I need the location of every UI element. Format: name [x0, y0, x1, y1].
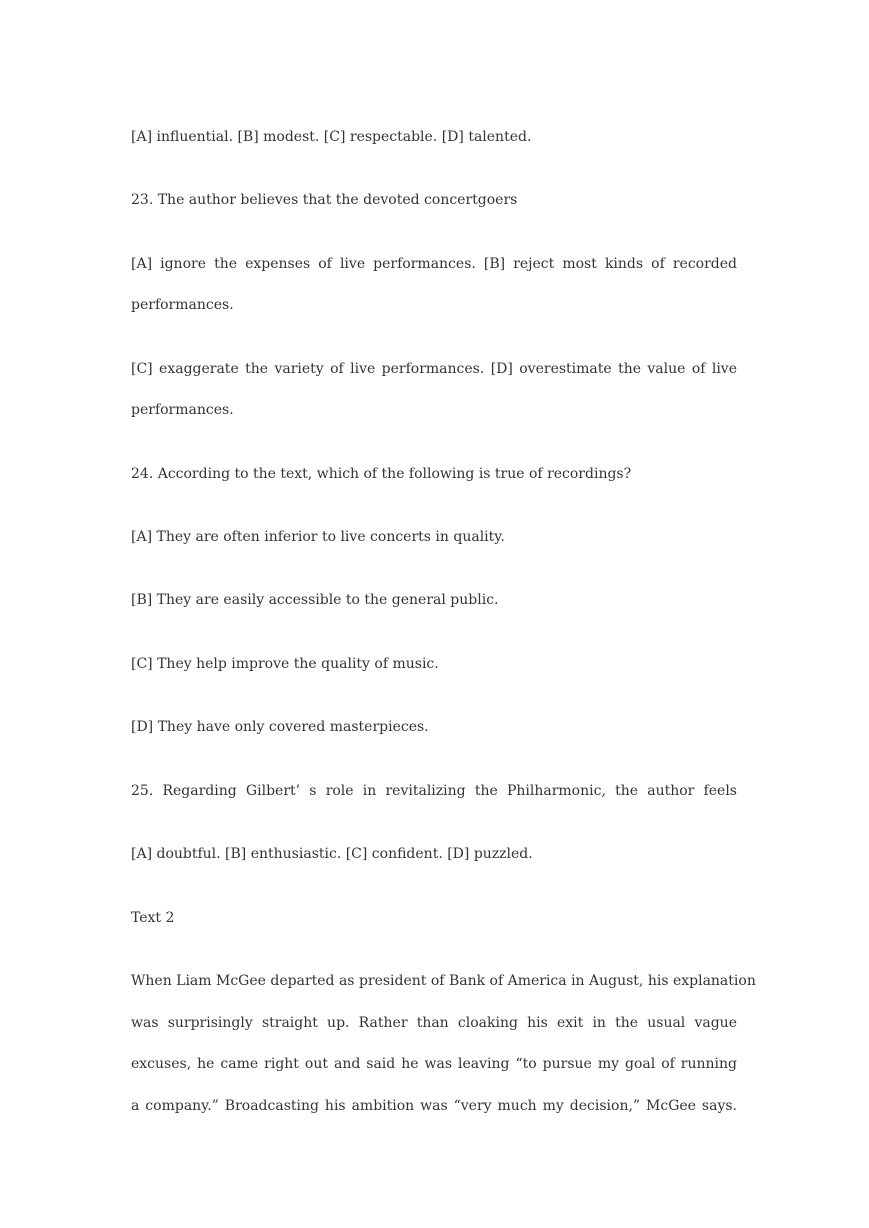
paragraph-line-1: When Liam McGee departed as president of Bank of America in August, his explanation	[131, 973, 756, 989]
q24-option-c: [C] They help improve the quality of music.	[131, 656, 439, 672]
q22-options: [A] influential. [B] modest. [C] respectable. [D] talented.	[131, 129, 532, 145]
section-heading-text-2: Text 2	[131, 910, 175, 926]
q23-options-line1: [A] ignore the expenses of live performances. [B] reject most kinds of recorded	[131, 256, 737, 272]
q24-option-b: [B] They are easily accessible to the general public.	[131, 592, 499, 608]
q25-options: [A] doubtful. [B] enthusiastic. [C] confident. [D] puzzled.	[131, 846, 533, 862]
q24-option-a: [A] They are often inferior to live concerts in quality.	[131, 529, 505, 545]
q23-options-line4: performances.	[131, 402, 234, 418]
paragraph-line-4: a company.” Broadcasting his ambition was “very much my decision,” McGee says.	[131, 1098, 737, 1114]
q24-option-d: [D] They have only covered masterpieces.	[131, 719, 429, 735]
q23-question: 23. The author believes that the devoted concertgoers	[131, 192, 518, 208]
q23-options-line2: performances.	[131, 297, 234, 313]
paragraph-line-3: excuses, he came right out and said he was leaving “to pursue my goal of running	[131, 1056, 737, 1072]
q25-question: 25. Regarding Gilbert’ s role in revitalizing the Philharmonic, the author feels	[131, 783, 737, 799]
paragraph-line-2: was surprisingly straight up. Rather than cloaking his exit in the usual vague	[131, 1015, 737, 1031]
q23-options-line3: [C] exaggerate the variety of live performances. [D] overestimate the value of live	[131, 361, 737, 377]
q24-question: 24. According to the text, which of the following is true of recordings?	[131, 466, 632, 482]
